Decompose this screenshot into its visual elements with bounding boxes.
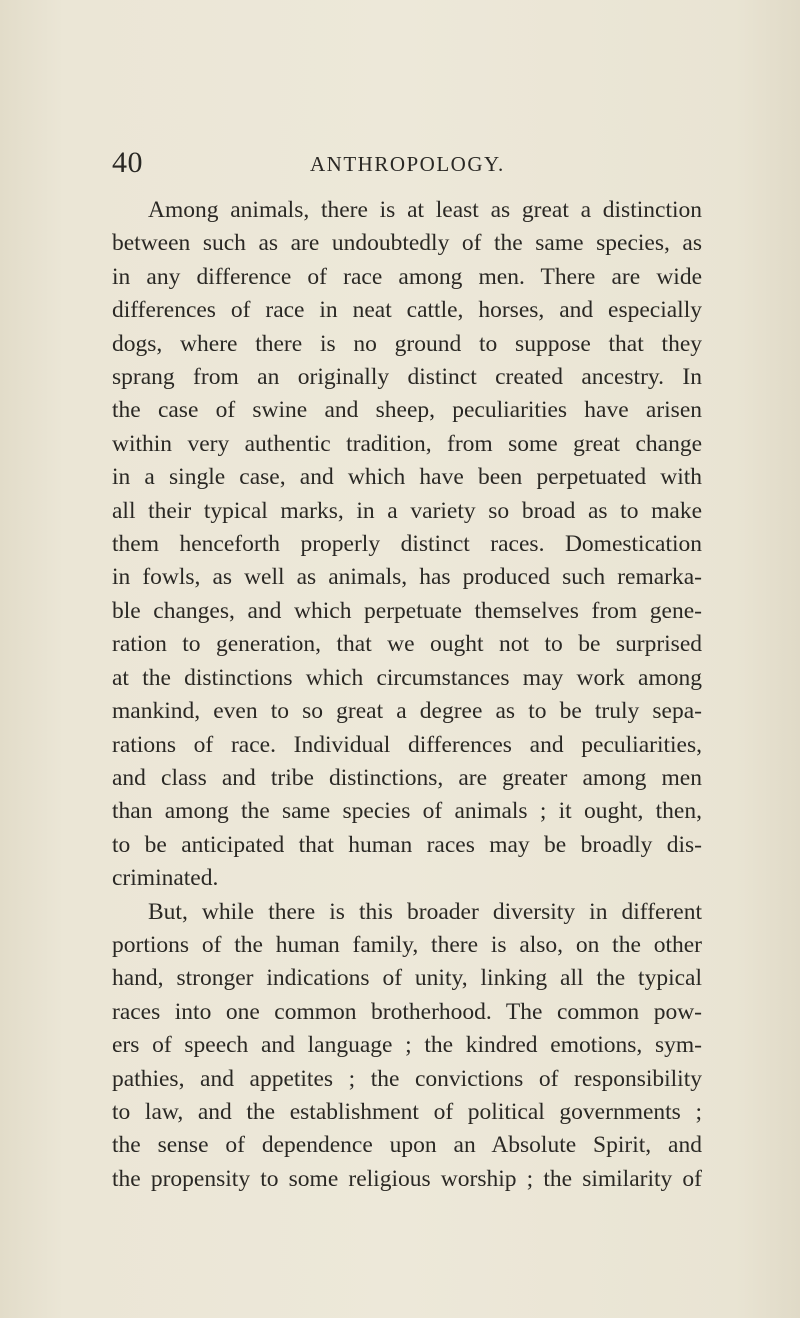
text-line: differences of race in neat cattle, horses, and especially: [112, 297, 702, 324]
text-line: mankind, even to so great a degree as to be truly sepa-: [112, 698, 702, 725]
text-line: Among animals, there is at least as great a distinction: [148, 197, 702, 223]
text-line: in a single case, and which have been perpetuated with: [112, 464, 702, 491]
text-line: criminated.: [112, 865, 219, 892]
text-line: them henceforth properly distinct races. Domestication: [112, 531, 702, 558]
paragraph-1: [112, 194, 702, 896]
page-number: 40: [112, 146, 143, 179]
text-line: at the distinctions which circumstances may work among: [112, 664, 702, 691]
text-line: rations of race. Individual differences and peculiarities,: [112, 731, 702, 758]
text-line: ble changes, and which perpetuate themselves from gene-: [112, 597, 702, 624]
text-line: than among the same species of animals ; it ought, then,: [112, 798, 702, 825]
text-line: within very authentic tradition, from some great change: [112, 430, 702, 457]
text-line: to law, and the establishment of political governments ;: [112, 1098, 702, 1125]
text-line: dogs, where there is no ground to suppose that they: [112, 330, 702, 357]
text-line: races into one common brotherhood. The common pow-: [112, 998, 702, 1025]
running-head: ANTHROPOLOGY.: [310, 152, 505, 176]
text-line: the propensity to some religious worship ; the similarity of: [112, 1165, 702, 1192]
page-header: [112, 145, 705, 181]
text-line: pathies, and appetites ; the convictions of responsibility: [112, 1065, 702, 1092]
text-line: hand, stronger indications of unity, linking all the typical: [112, 965, 702, 992]
text-line: sprang from an originally distinct created ancestry. In: [112, 364, 702, 391]
text-line: the case of swine and sheep, peculiarities have arisen: [112, 397, 702, 424]
text-line: between such as are undoubtedly of the same species, as: [112, 230, 702, 257]
text-line: portions of the human family, there is also, on the other: [112, 931, 702, 958]
text-line: But, while there is this broader diversity in different: [148, 898, 702, 925]
paragraph-2: [112, 896, 702, 1197]
text-line: ration to generation, that we ought not to be surprised: [112, 631, 702, 658]
text-line: ers of speech and language ; the kindred emotions, sym-: [112, 1032, 702, 1059]
text-line: to be anticipated that human races may be broadly dis-: [112, 831, 702, 858]
body-text: [112, 194, 702, 1196]
text-line: all their typical marks, in a variety so broad as to make: [112, 497, 702, 524]
text-line: and class and tribe distinctions, are greater among men: [112, 764, 702, 791]
text-line: the sense of dependence upon an Absolute Spirit, and: [112, 1132, 702, 1159]
text-line: in any difference of race among men. There are wide: [112, 263, 702, 290]
text-line: in fowls, as well as animals, has produced such remarka-: [112, 564, 702, 591]
